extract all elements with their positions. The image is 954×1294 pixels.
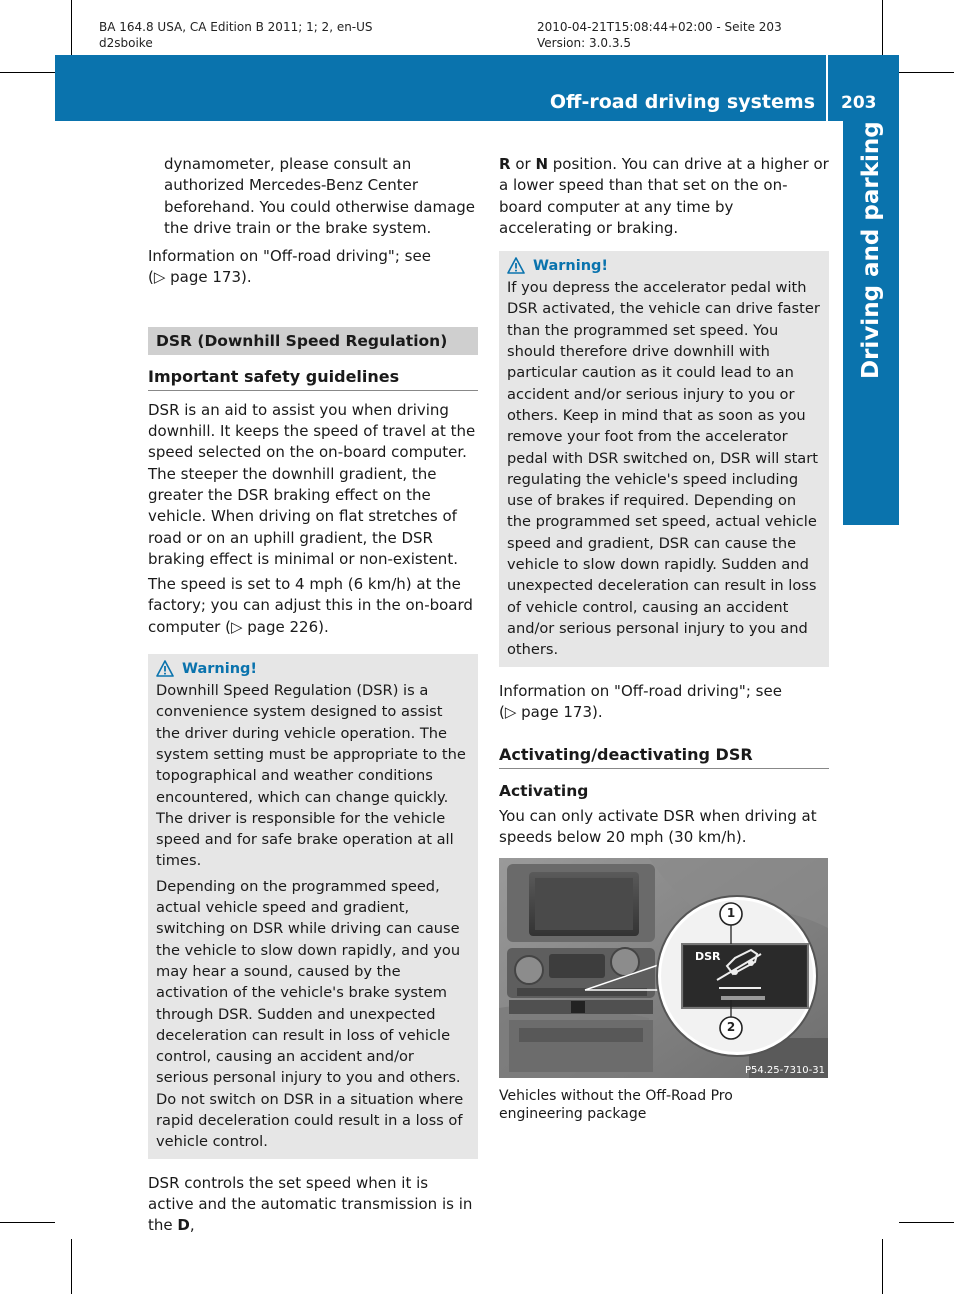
print-meta-timestamp: 2010-04-21T15:08:44+02:00 - Seite 203 bbox=[537, 20, 782, 34]
figure-caption: Vehicles without the Off-Road Pro engineering package bbox=[499, 1087, 733, 1123]
text: position. You can drive at a higher or a lower speed than that set on the on-board computer at any time by accelerating or braking. bbox=[499, 155, 829, 237]
print-meta-right bbox=[537, 19, 782, 51]
chapter-side-tab bbox=[843, 121, 899, 525]
header-title: Off-road driving systems bbox=[549, 91, 815, 113]
dashboard-photo-illustration bbox=[499, 858, 828, 1078]
text: , bbox=[189, 1216, 195, 1235]
crop-mark bbox=[882, 1239, 883, 1294]
warning-triangle-icon bbox=[507, 257, 525, 274]
warning-box bbox=[499, 251, 829, 666]
crop-mark bbox=[882, 0, 883, 55]
left-column bbox=[148, 154, 478, 1236]
print-meta-author: d2sboike bbox=[99, 36, 153, 50]
dashboard-figure bbox=[499, 858, 828, 1078]
warning-paragraph: Downhill Speed Regulation (DSR) is a convenience system designed to assist the driver during vehicle operation. The system setting must be appropriate to the topographical and weather conditions encountered, which can change quickly. The driver is responsible for the vehicle speed and for safe brake operation at all times. bbox=[156, 682, 466, 870]
warning-label: Warning! bbox=[533, 257, 609, 274]
warning-paragraph: Depending on the programmed speed, actual vehicle speed and gradient, switching on DSR while driving can cause the vehicle to slow down rapidly, and you may hear a sound, caused by the activation of the vehicle's brake system through DSR. Sudden and unexpected deceleration can result in loss of vehicle control, causing an accident and/or serious personal injury to you and others. Do not switch on DSR in a situation where rapid deceleration could result in a loss of vehicle control. bbox=[156, 877, 464, 1151]
dsr-button-label: DSR bbox=[695, 949, 721, 963]
print-meta-left bbox=[99, 19, 373, 51]
warning-heading bbox=[156, 660, 470, 677]
info-text: Information on "Off-road driving"; see bbox=[148, 247, 431, 266]
callout-number: 2 bbox=[726, 1019, 736, 1034]
warning-triangle-icon bbox=[156, 660, 174, 677]
warning-box bbox=[148, 654, 478, 1159]
side-tab-label bbox=[843, 121, 899, 525]
page-number: 203 bbox=[841, 93, 877, 113]
text: DSR controls the set speed when it is active and the automatic transmission is in the bbox=[148, 1173, 473, 1235]
paragraph-info-offroad bbox=[499, 681, 829, 724]
section-title: DSR (Downhill Speed Regulation) bbox=[148, 327, 478, 355]
print-meta-version: Version: 3.0.3.5 bbox=[537, 36, 631, 50]
crop-mark bbox=[71, 0, 72, 55]
paragraph-info-offroad bbox=[148, 246, 478, 289]
right-column bbox=[499, 154, 829, 1124]
crop-mark bbox=[899, 72, 954, 73]
paragraph-dsr-intro: DSR is an aid to assist you when driving downhill. It keeps the speed of travel at the speed selected on the on-board computer. The steeper the downhill gradient, the greater the DSR braking effect on the vehicle. When driving on flat stretches of road or on an uphill gradient, the DSR braking effect is minimal or non-existent. bbox=[148, 400, 476, 568]
paragraph-dynamometer: dynamometer, please consult an authorized Mercedes-Benz Center beforehand. You could otherwise damage the drive train or the brake system. bbox=[164, 155, 476, 237]
crop-mark bbox=[0, 1222, 55, 1223]
figure-reference-code: P54.25-7310-31 bbox=[744, 1064, 825, 1076]
gear-d: D bbox=[177, 1216, 190, 1235]
warning-heading bbox=[507, 257, 821, 274]
warning-label: Warning! bbox=[182, 660, 258, 677]
warning-paragraph: If you depress the accelerator pedal with DSR activated, the vehicle can drive faster than the programmed set speed. You should therefore drive downhill with particular caution as it could lead to an accident and/or serious injury to you or others. Keep in mind that as soon as you remove your foot from the accelerator pedal with DSR switched on, DSR will start regulating the vehicle's speed including use of brakes if required. Depending on the programmed set speed, actual vehicle speed and gradient, DSR can cause the vehicle to slow down rapidly. Sudden and unexpected deceleration can result in loss of vehicle control, causing an accident and/or serious personal injury to you and others. bbox=[507, 279, 820, 659]
info-text: Information on "Off-road driving"; see bbox=[499, 681, 782, 700]
paragraph-gear-position bbox=[499, 154, 829, 239]
paragraph-activating: You can only activate DSR when driving at speeds below 20 mph (30 km/h). bbox=[499, 807, 817, 847]
print-meta-edition: BA 164.8 USA, CA Edition B 2011; 1; 2, en-US bbox=[99, 20, 373, 34]
side-tab-text: Driving and parking bbox=[858, 121, 884, 379]
crop-mark bbox=[71, 1239, 72, 1294]
crop-mark bbox=[899, 1222, 954, 1223]
callout-number: 1 bbox=[726, 905, 736, 920]
page-reference-link[interactable]: (▷ page 173). bbox=[499, 702, 603, 721]
header-divider bbox=[826, 55, 828, 121]
subsection-heading: Activating/deactivating DSR bbox=[499, 745, 829, 769]
paragraph-dsr-controls bbox=[148, 1173, 478, 1237]
gear-r: R bbox=[499, 155, 511, 173]
chapter-header bbox=[55, 55, 899, 121]
page-reference-link[interactable]: (▷ page 173). bbox=[148, 268, 252, 287]
minor-heading: Activating bbox=[499, 782, 589, 801]
crop-mark bbox=[0, 72, 55, 73]
subsection-heading: Important safety guidelines bbox=[148, 367, 478, 391]
gear-n: N bbox=[535, 155, 549, 173]
paragraph-factory-speed: The speed is set to 4 mph (6 km/h) at the factory; you can adjust this in the on-board computer (▷ page 226). bbox=[148, 575, 473, 636]
text: or bbox=[510, 155, 536, 173]
